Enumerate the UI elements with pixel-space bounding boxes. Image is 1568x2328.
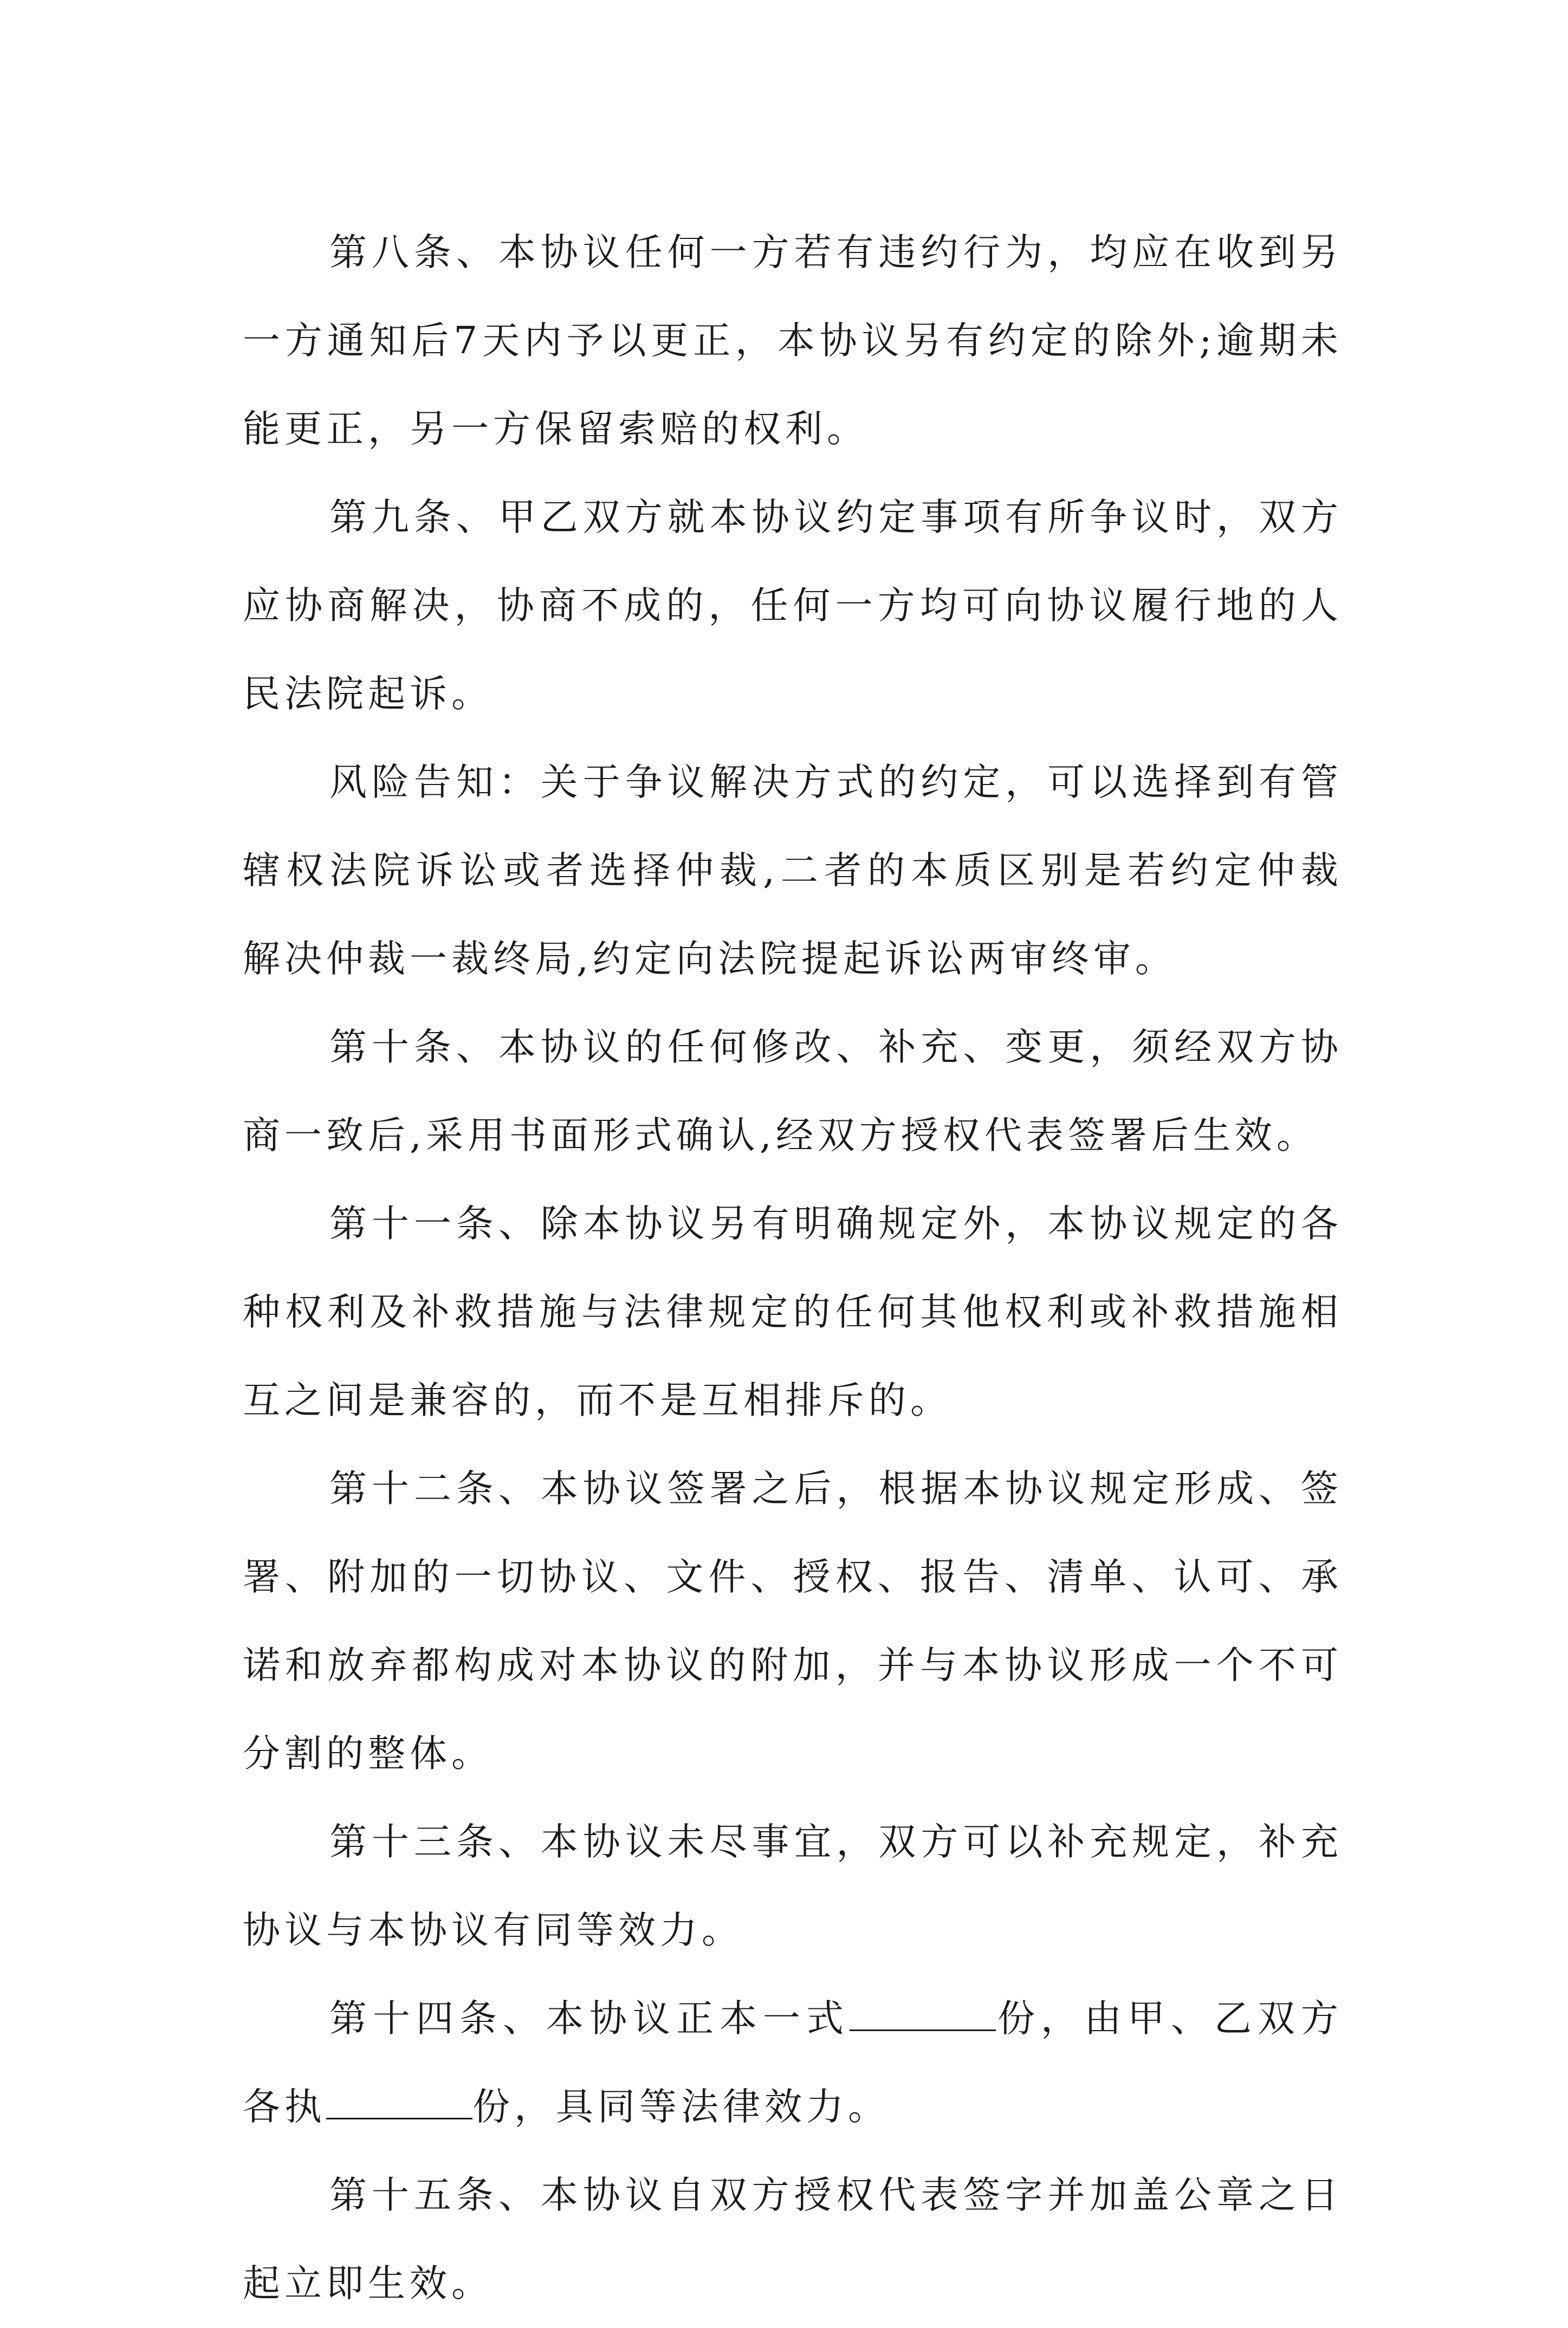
paragraph-article-8: 第八条、本协议任何一方若有违约行为，均应在收到另一方通知后7天内予以更正，本协议另有约定的除外;逾期未能更正，另一方保留索赔的权利。 [243, 231, 1343, 451]
paragraph-article-13: 第十三条、本协议未尽事宜，双方可以补充规定，补充协议与本协议有同等效力。 [243, 1820, 1343, 1952]
paragraph-article-11: 第十一条、除本协议另有明确规定外，本协议规定的各种权利及补救措施与法律规定的任何其他权利或补救措施相互之间是兼容的，而不是互相排斥的。 [243, 1202, 1343, 1422]
copies-total-blank [850, 1998, 996, 2031]
paragraph-article-14 [243, 1975, 1343, 2151]
paragraph-article-12: 第十二条、本协议签署之后，根据本协议规定形成、签署、附加的一切协议、文件、授权、报告、清单、认可、承诺和放弃都构成对本协议的附加，并与本协议形成一个不可分割的整体。 [243, 1467, 1343, 1775]
article-14-text-2: 份，由甲、乙双方各执 [243, 1997, 1343, 2129]
paragraph-risk-notice: 风险告知：关于争议解决方式的约定，可以选择到有管辖权法院诉讼或者选择仲裁,二者的本质区别是若约定仲裁解决仲裁一裁终局,约定向法院提起诉讼两审终审。 [243, 761, 1343, 981]
paragraph-article-15: 第十五条、本协议自双方授权代表签字并加盖公章之日起立即生效。 [243, 2174, 1343, 2305]
copies-each-blank [326, 2086, 472, 2119]
article-14-text-1: 第十四条、本协议正本一式 [329, 1997, 850, 2040]
article-14-text-3: 份，具同等法律效力。 [472, 2085, 890, 2129]
paragraph-article-9: 第九条、甲乙双方就本协议约定事项有所争议时，双方应协商解决，协商不成的，任何一方均可向协议履行地的人民法院起诉。 [243, 496, 1343, 716]
paragraph-article-10: 第十条、本协议的任何修改、补充、变更，须经双方协商一致后,采用书面形式确认,经双方授权代表签署后生效。 [243, 1026, 1343, 1157]
document-page [243, 209, 1343, 2328]
